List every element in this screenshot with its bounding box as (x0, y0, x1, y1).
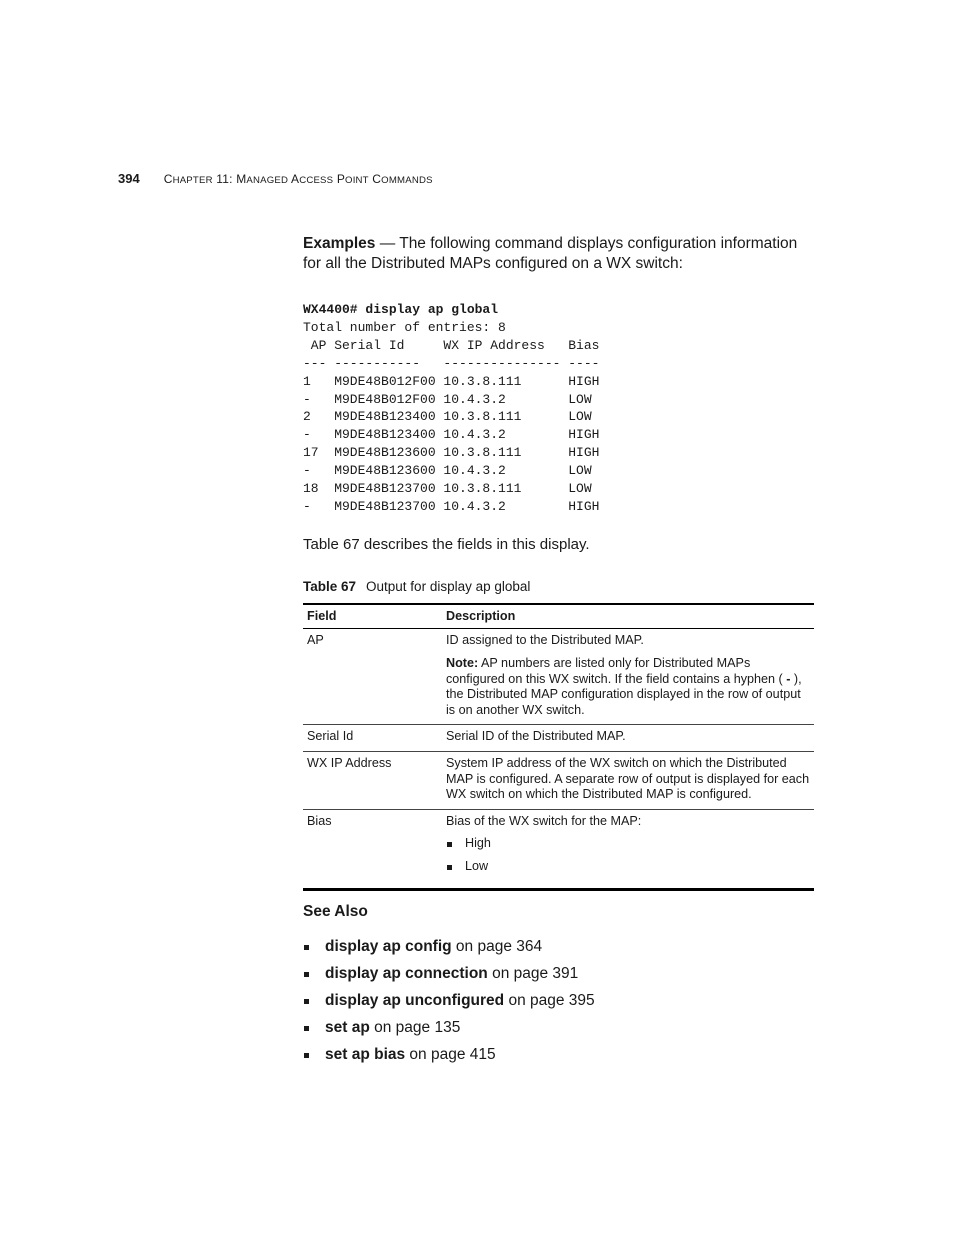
description-cell (442, 629, 814, 725)
see-also-heading: See Also (303, 902, 368, 920)
see-also-page: on page 364 (451, 937, 543, 955)
table-caption-text: Output for display ap global (366, 578, 531, 594)
see-also-list (303, 937, 815, 1072)
description-text: Bias of the WX switch for the MAP: (446, 813, 642, 828)
see-also-item[interactable] (303, 937, 815, 964)
title-word-rest: ANAGED (246, 175, 289, 186)
column-header-description: Description (442, 604, 814, 629)
field-cell: AP (303, 629, 442, 725)
field-cell: Serial Id (303, 725, 442, 752)
title-word-cap: P (336, 172, 346, 186)
table-row (303, 809, 814, 889)
examples-paragraph (303, 234, 815, 274)
title-word-rest: CCESS (299, 175, 334, 186)
fields-table (303, 603, 814, 891)
code-output: Total number of entries: 8 AP Serial Id WX IP Address Bias --- ----------- --------------- ---- 1 M9DE48B012F00 10.3.8.111 HIGH - M9DE48B012F00 10.4.3.2 LOW 2 M9DE48B123400 10.3.8.111 LOW - M9DE48B123400 10.4.3.2 HIGH 17 M9DE48B123600 10.3.8.111 HIGH - M9DE48B123600 10.4.3.2 LOW 18 M9DE48B123700 10.3.8.111 LOW - M9DE48B123700 10.4.3.2 HIGH (303, 319, 600, 514)
note-text (446, 656, 810, 718)
list-item: High (446, 836, 810, 852)
description-cell (442, 809, 814, 889)
see-also-item[interactable] (303, 991, 815, 1018)
chapter-title (164, 172, 433, 186)
running-header (118, 171, 433, 186)
field-cell: WX IP Address (303, 752, 442, 810)
see-also-link[interactable]: set ap (325, 1018, 370, 1036)
column-header-field: Field (303, 604, 442, 629)
see-also-link[interactable]: display ap unconfigured (325, 991, 505, 1009)
chapter-prefix-sc: HAPTER (172, 175, 213, 186)
table-caption (303, 579, 815, 594)
table-row (303, 725, 814, 752)
see-also-link[interactable]: display ap connection (325, 964, 488, 982)
chapter-number: 11: (216, 172, 237, 186)
list-item: Low (446, 859, 810, 875)
table-header-row (303, 604, 814, 629)
table-row (303, 629, 814, 725)
see-also-item[interactable] (303, 1018, 815, 1045)
see-also-link[interactable]: display ap config (325, 937, 452, 955)
see-also-page: on page 395 (504, 991, 595, 1009)
page-number: 394 (118, 171, 140, 186)
bias-list (446, 836, 810, 874)
note-body-continued: ), the Distributed MAP configuration displayed in the row of output is on another WX switch. (446, 671, 802, 717)
table-reference-text: Table 67 describes the fields in this display. (303, 535, 590, 553)
see-also-item[interactable] (303, 964, 815, 991)
code-command: WX4400# display ap global (303, 302, 499, 317)
description-cell: System IP address of the WX switch on which the Distributed MAP is configured. A separate row of output is displayed for each WX switch on which the Distributed MAP is configured. (442, 752, 814, 810)
title-word-cap: A (290, 172, 300, 186)
note-body: AP numbers are listed only for Distributed MAPs configured on this WX switch. If the field contains a hyphen ( (446, 656, 787, 686)
see-also-item[interactable] (303, 1045, 815, 1072)
field-cell: Bias (303, 809, 442, 889)
table-row (303, 752, 814, 810)
description-text: ID assigned to the Distributed MAP. (446, 633, 644, 648)
see-also-page: on page 415 (405, 1045, 496, 1063)
chapter-prefix: C (163, 172, 173, 186)
code-block (303, 301, 815, 516)
title-word-rest: OINT (345, 175, 369, 186)
main-content (303, 234, 815, 1072)
description-cell: Serial ID of the Distributed MAP. (442, 725, 814, 752)
see-also-page: on page 391 (487, 964, 579, 982)
table-caption-label: Table 67 (303, 578, 357, 594)
title-word-rest: OMMANDS (381, 175, 433, 186)
note-label: Note: (446, 656, 479, 671)
title-word-cap: M (236, 172, 247, 186)
examples-label: Examples (303, 235, 376, 252)
note-hyphen: - (786, 671, 791, 686)
examples-text: — The following command displays configuration information for all the Distributed MAPs configured on a WX switch: (303, 235, 798, 272)
title-word-cap: C (372, 172, 382, 186)
see-also-page: on page 135 (369, 1018, 461, 1036)
see-also-link[interactable]: set ap bias (325, 1045, 406, 1063)
